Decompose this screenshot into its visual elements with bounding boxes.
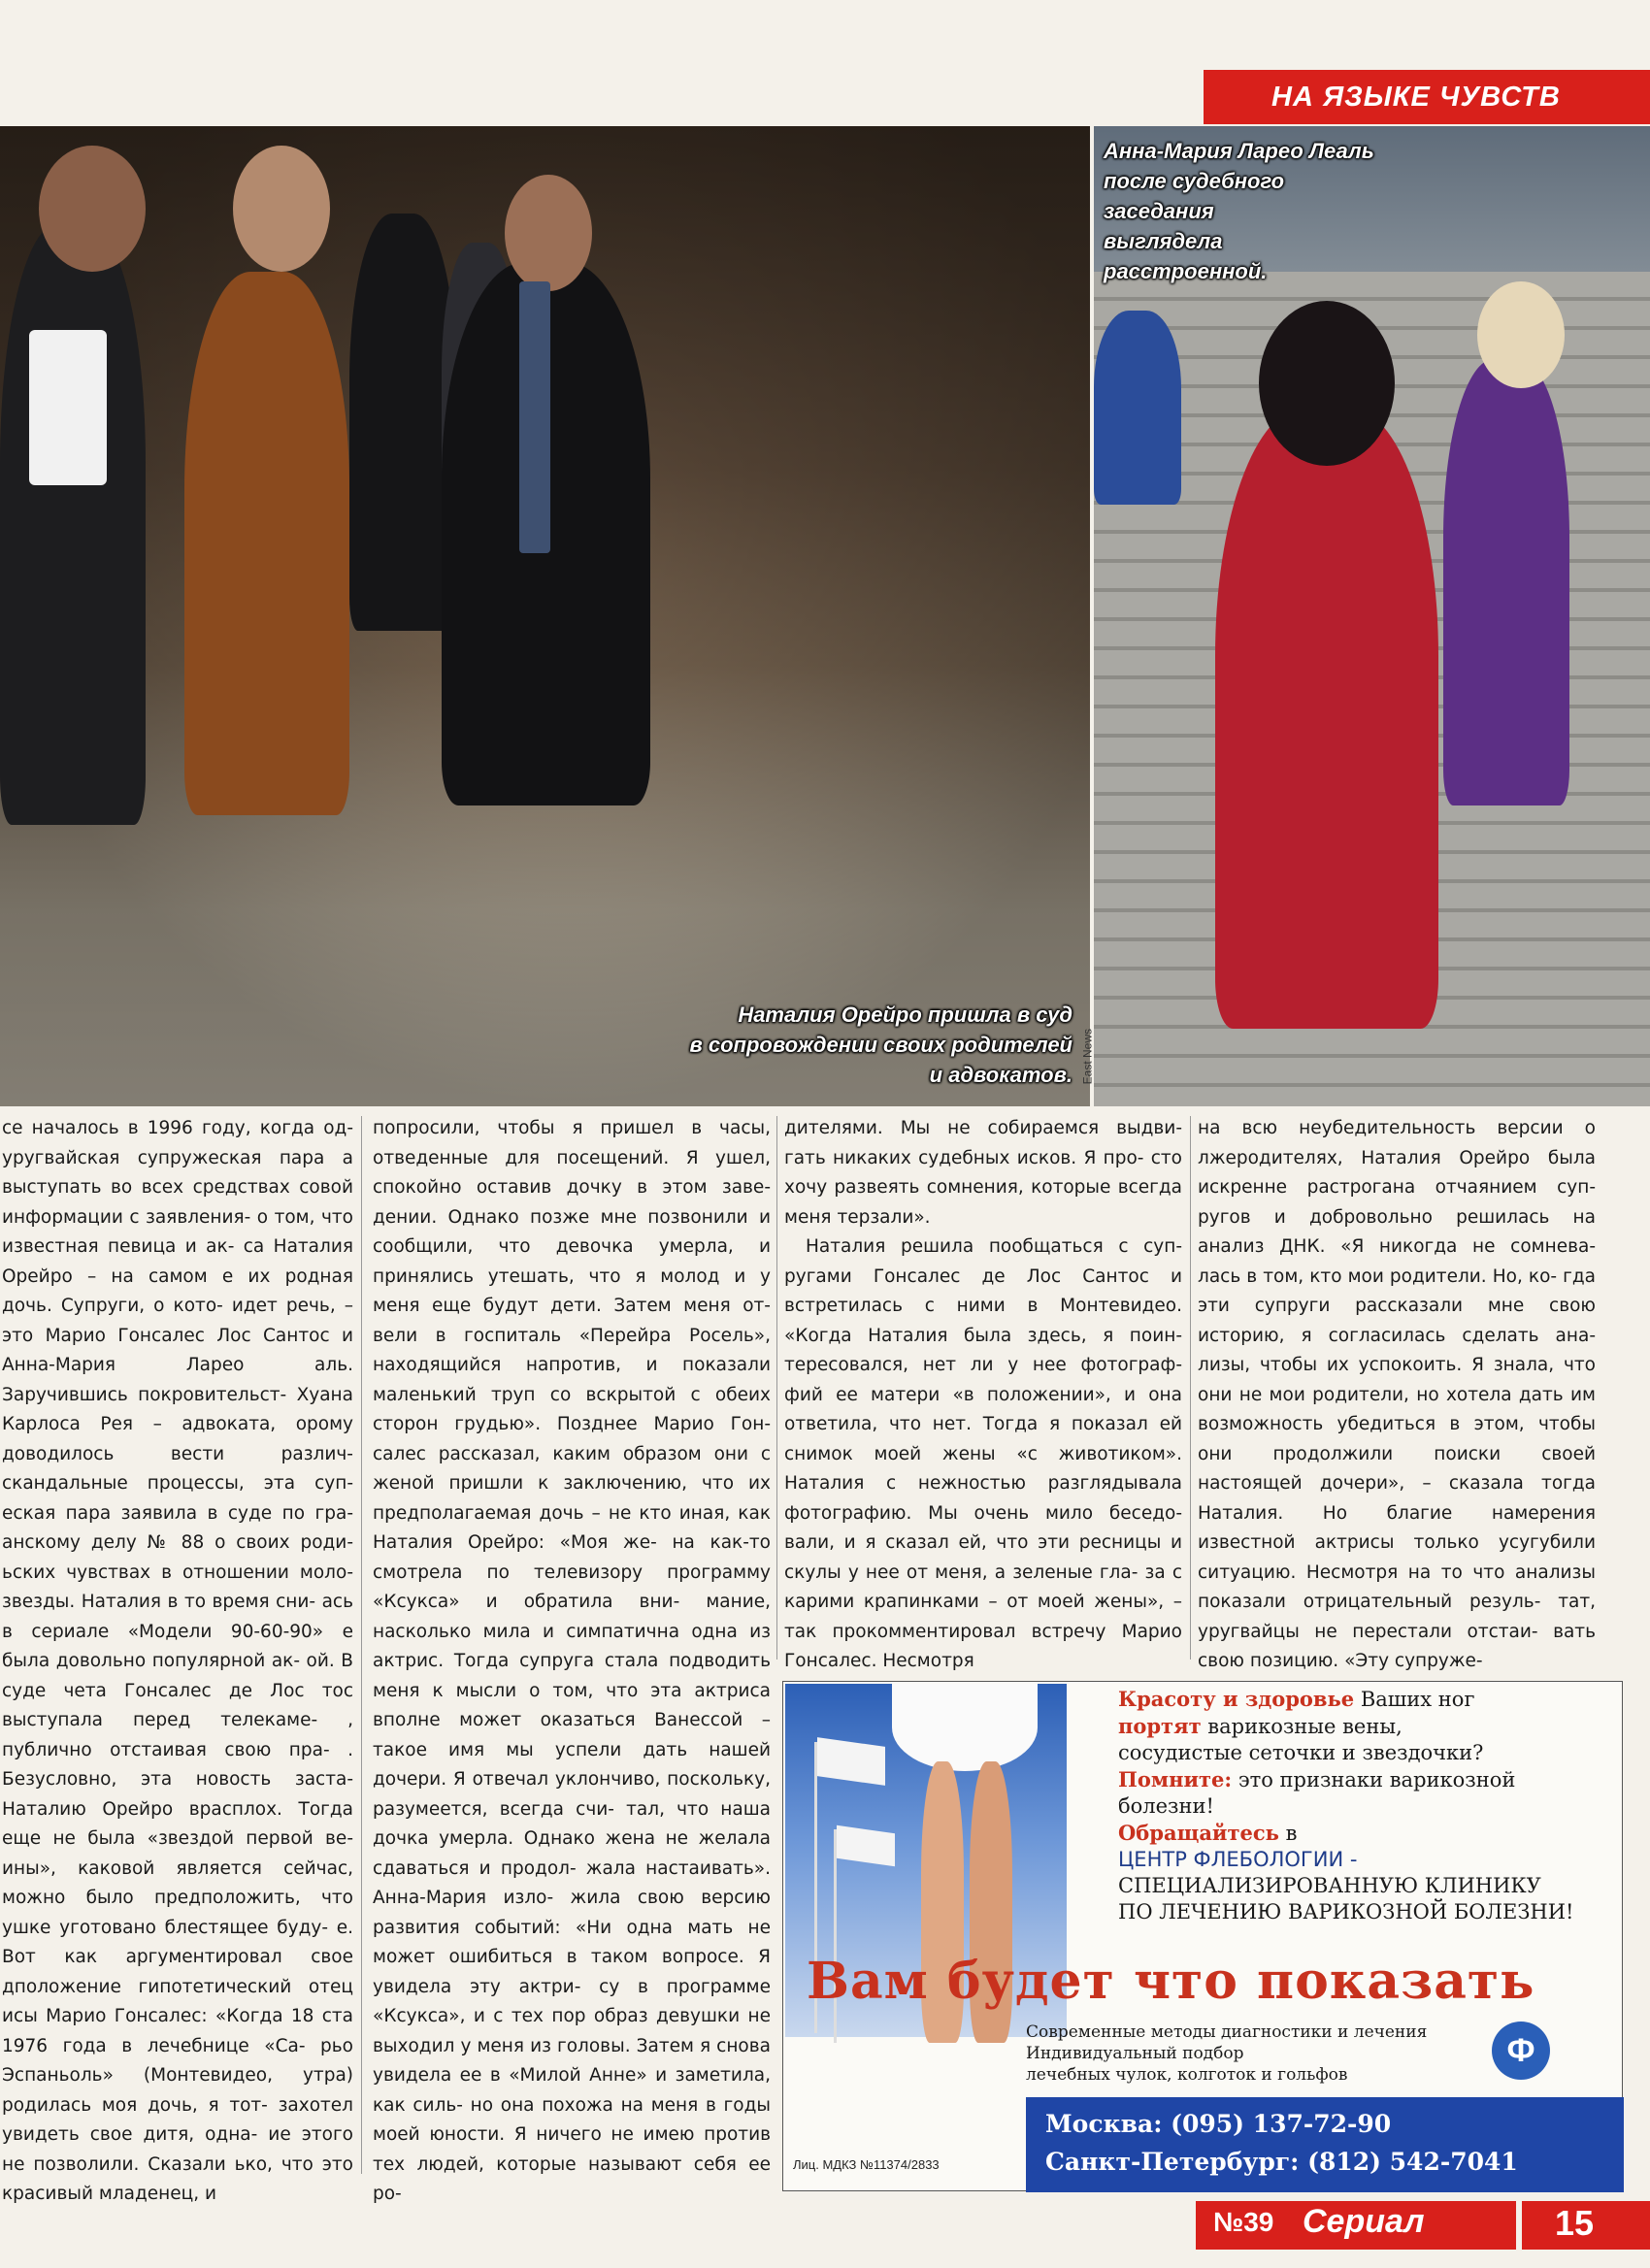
photo-caption-left	[529, 1000, 1072, 1090]
article-column-1	[2, 1114, 353, 2204]
magazine-name: Сериал	[1303, 2203, 1425, 2240]
ad-text: портят	[1118, 1714, 1202, 1738]
caption-line: в сопровождении своих родителей	[689, 1033, 1072, 1057]
caption-line: заседания	[1104, 199, 1214, 223]
ad-service-line: лечебных чулок, колготок и гольфов	[1026, 2065, 1348, 2085]
ad-text: варикозные вены,	[1201, 1715, 1402, 1738]
caption-line: после судебного	[1104, 169, 1285, 193]
ad-phone-panel	[1026, 2097, 1624, 2192]
article-column-2	[373, 1114, 771, 2204]
ad-license: Лиц. МДКЗ №11374/2833	[793, 2157, 940, 2172]
ad-services	[1026, 2021, 1453, 2086]
article-paragraph: попросили, чтобы я пришел в часы, отведенные для посещений. Я ушел, спокойно оставив дочку в этом заве- дении. Однако позже мне позвонили и сообщили, что девочка умерла, и принялись утешать, что я молод и у меня еще будут дети. Затем меня от- вели в госпиталь «Перейра Росель», находящийся напротив, и показали маленький труп со вскрытой с обеих сторон грудью». Позднее Марио Гон- салес рассказал, каким образом они с женой пришли к заключению, что их предполагаемая дочь – не кто иная, как Наталия Орейро: «Моя же- на как-то смотрела по телевизору программу «Ксукса» и обратила вни- мание, насколько мила и симпатична одна из актрис. Тогда супруга стала подводить меня к мысли о том, что эта актриса вполне может оказаться Ванессой – такое имя мы успели дать нашей дочери. Я отвечал уклончиво, поскольку, разумеется, всегда счи- тал, что наша дочка умерла. Однако жена не желала сдаваться и продол- жала настаивать». Анна-Мария изло- жила свою версию развития событий: «Ни одна мать не может ошибиться в таком вопросе. Я увидела эту актри- су в программе «Ксукса», и с тех пор образ девушки не выходил у меня из головы. Затем я снова увидела ее в «Милой Анне» и заметила, как силь- но она похожа на меня в годы моей юности. Я ничего не имею против тех людей, которые называют себя ее ро-	[373, 1118, 771, 2204]
article-paragraph: се началось в 1996 году, когда од- уругвайская супружеская пара а выступать во всех средствах совой информации с заявления- о том, что известная певица и ак- са Наталия Орейро – на самом е их родная дочь. Супруги, о кото- идет речь, – это Марио Гонсалес Лос Сантос и Анна-Мария Ларео аль. Заручившись покровительст- Хуана Карлоса Рея – адвоката, орому доводилось вести различ- скандальные процессы, эта суп- еская пара заявила в суде по гра- анскому делу № 88 о своих роди- ьских чувствах в отношении моло- звезды. Наталия в то время сни- ась в сериале «Модели 90-60-90» е была довольно популярной ак- ой. В суде чета Гонсалес де Лос тос выступала перед телекаме- , публично отстаивая свою пра- . Безусловно, эта новость заста- Наталию Орейро врасплох. Тогда еще не была «звездой первой ве- ины», каковой является сейчас, можно было предположить, что ушке уготовано блестящее буду- е. Вот как аргументировал свое дположение гипотетический отец исы Марио Гонсалес: «Когда 18 ста 1976 года в лечебнице «Са- рьо Эспаньоль» (Монтевидео, утра) родилась моя дочь, я тот- захотел увидеть свое дитя, одна- ие этого не позволили. Сказали ько, что это красивый младенец, и	[2, 1118, 353, 2204]
clinic-logo-icon: Ф	[1492, 2021, 1550, 2080]
ad-service-line: Современные методы диагностики и лечения	[1026, 2022, 1428, 2042]
ad-text: ПО ЛЕЧЕНИЮ ВАРИКОЗНОЙ БОЛЕЗНИ!	[1118, 1900, 1574, 1923]
phone-moscow: Москва: (095) 137-72-90	[1045, 2110, 1392, 2138]
ad-service-line: Индивидуальный подбор	[1026, 2044, 1244, 2063]
issue-number: №39	[1213, 2207, 1274, 2237]
ad-text: Помните:	[1118, 1767, 1233, 1791]
ad-text: Ваших ног	[1354, 1688, 1475, 1711]
ad-text: это признаки варикозной	[1232, 1768, 1516, 1791]
photo-credit: East News	[1080, 1029, 1094, 1085]
column-divider	[361, 1116, 362, 2174]
photo-after-hearing	[1094, 126, 1650, 1106]
ad-text: Красоту и здоровье	[1118, 1687, 1355, 1711]
caption-line: Анна-Мария Ларео Леаль	[1104, 139, 1374, 163]
caption-line: Наталия Орейро пришла в суд	[738, 1003, 1072, 1027]
ad-slogan: Вам будет что показать	[807, 1952, 1535, 2011]
caption-line: расстроенной.	[1104, 259, 1268, 283]
caption-line: выглядела	[1104, 229, 1223, 253]
article-column-4	[1198, 1114, 1596, 1671]
article-paragraph: на всю неубедительность версии о лжеродителях, Наталия Орейро была искренне растрогана отчаянием суп- ругов и добровольно решилась на анализ ДНК. «Я никогда не сомнева- лась в том, кто мои родители. Но, ко- гда эти супруги рассказали мне свою историю, я согласилась сделать ана- лизы, чтобы их успокоить. Я знала, что они не мои родители, но хотела дать им возможность убедиться в этом, чтобы они продолжили поиски своей настоящей дочери», – сказала тогда Наталия. Но благие намерения известной актрисы только усугубили ситуацию. Несмотря на то что анализы показали отрицательный резуль- тат, уругвайцы не перестали отстаи- вать свою позицию. «Эту супруже-	[1198, 1118, 1596, 1671]
ad-text: сосудистые сеточки и звездочки?	[1118, 1741, 1484, 1764]
article-paragraph: дителями. Мы не собираемся выдви- гать никаких судебных исков. Я про- сто хочу развеять сомнения, которые всегда меня терзали».	[784, 1118, 1182, 1228]
ad-text-block	[1118, 1686, 1623, 1925]
caption-line: и адвокатов.	[929, 1063, 1072, 1087]
ad-text: болезни!	[1118, 1794, 1214, 1818]
footer-separator	[1516, 2201, 1522, 2250]
phone-spb: Санкт-Петербург: (812) 542-7041	[1045, 2148, 1518, 2176]
ad-text: в	[1278, 1822, 1298, 1845]
column-divider	[1190, 1116, 1191, 1660]
article-paragraph: Наталия решила пообщаться с суп- ругами Гонсалес де Лос Сантос и встретилась с ними в Монтевидео. «Когда Наталия была здесь, я поин- тересовался, нет ли у нее фотограф- фий ее матери «в положении», и она ответила, что нет. Тогда я показал ей снимок моей жены «с животиком». Наталия с нежностью разглядывала фотографию. Мы очень мило беседо- вали, и я сказал ей, что эти ресницы и скулы у нее от меня, а зеленые гла- за с карими крапинками – от моей жены», – так прокомментировал встречу Марио Гонсалес. Несмотря	[784, 1236, 1182, 1671]
section-banner	[1204, 70, 1650, 124]
ad-text: Обращайтесь	[1118, 1821, 1279, 1845]
photo-court-arrival	[0, 126, 1094, 1106]
section-title: НА ЯЗЫКЕ ЧУВСТВ	[1271, 81, 1561, 113]
article-column-3	[784, 1114, 1182, 1671]
column-divider	[776, 1116, 777, 1660]
page-footer	[1196, 2201, 1650, 2250]
ad-clinic-name: ЦЕНТР ФЛЕБОЛОГИИ -	[1118, 1848, 1358, 1871]
phlebology-advertisement	[782, 1681, 1623, 2191]
page-number: 15	[1555, 2203, 1595, 2243]
photo-caption-right	[1104, 136, 1453, 286]
ad-text: СПЕЦИАЛИЗИРОВАННУЮ КЛИНИКУ	[1118, 1874, 1541, 1897]
